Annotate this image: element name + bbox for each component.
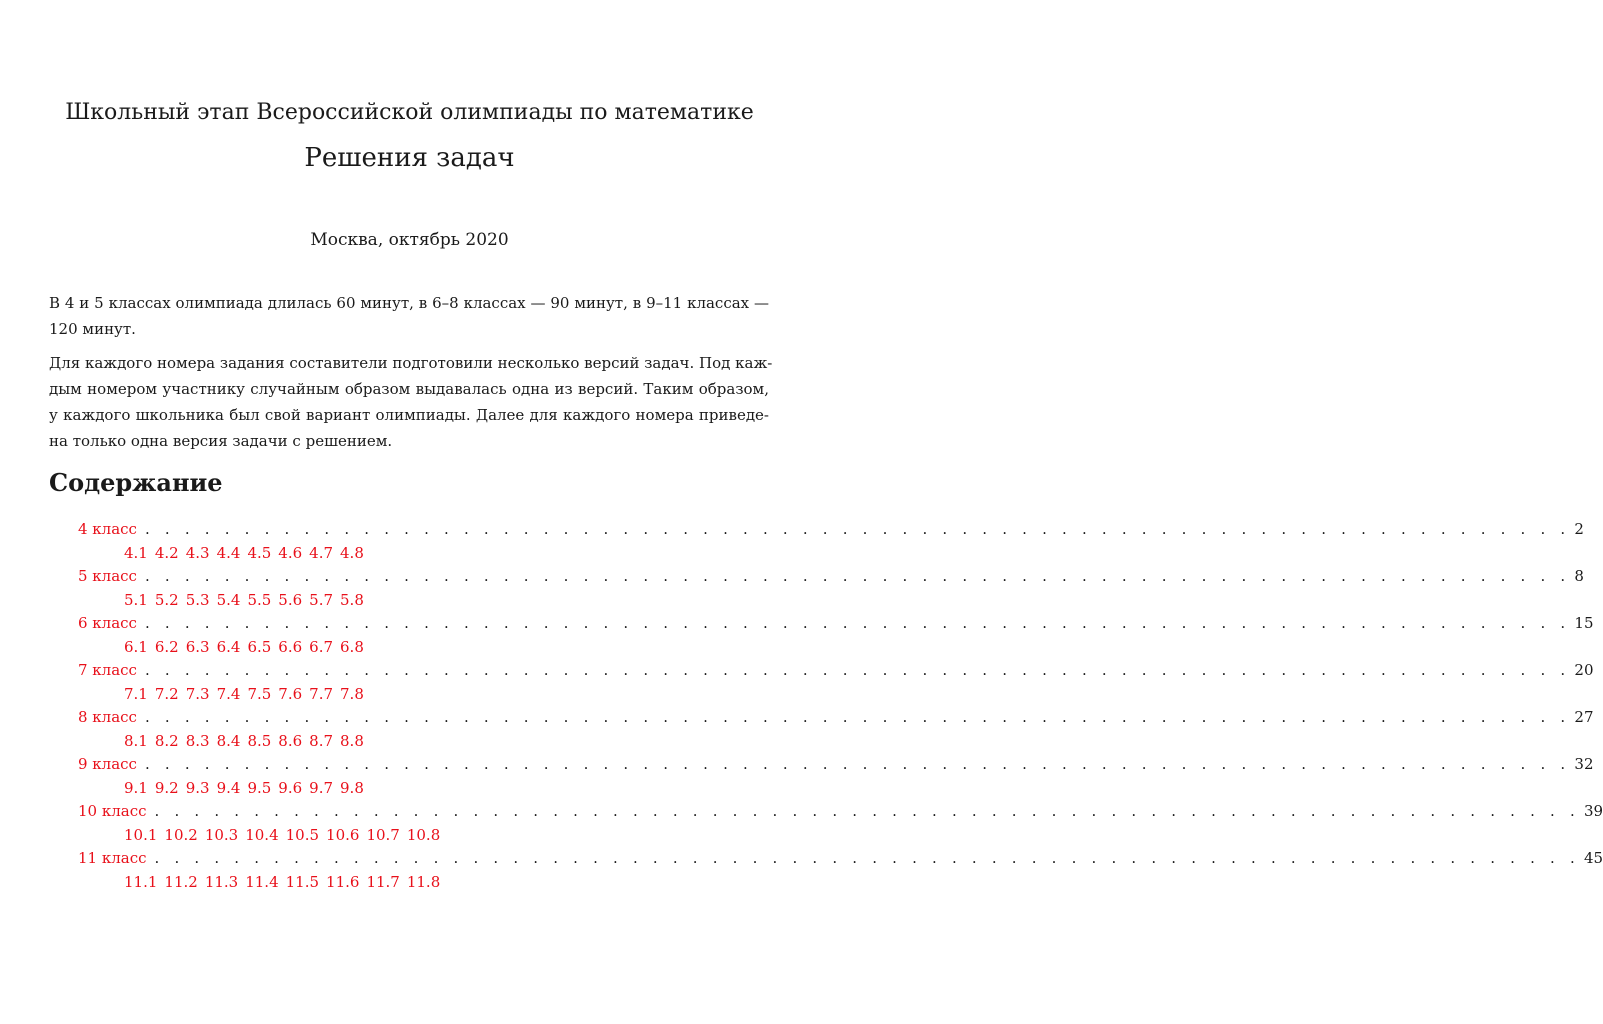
toc-problem-link[interactable]: 5.1 [124,590,148,609]
toc-problem-link[interactable]: 7.1 [124,684,148,703]
toc-class-link[interactable]: 7 класс [78,661,137,679]
toc-problem-link[interactable]: 7.4 [216,684,241,703]
toc-problem-links-row [78,730,766,754]
toc-problem-link[interactable]: 5.8 [340,590,364,609]
toc-problem-link[interactable]: 5.7 [309,590,334,609]
toc-problem-link[interactable]: 11.3 [204,872,239,891]
document-subtitle: Решения задач [304,143,515,173]
toc-problem-link[interactable]: 6.2 [154,637,179,656]
toc-problem-links-row [78,777,766,801]
toc-problem-link[interactable]: 11.4 [245,872,279,891]
toc-page-number: 32 [1574,755,1594,773]
document-title: Школьный этап Всероссийской олимпиады по математике [65,100,754,125]
toc-problem-links-row [78,824,766,848]
document-date-line: Москва, октябрь 2020 [310,230,509,250]
toc-problem-link[interactable]: 8.7 [309,731,334,750]
toc-heading: Содержание [49,468,223,497]
toc-dot-leader: . . . . . . . . . . . . . . . . . . . . . . . . . . . . . . . . . . . . . . . . . . . . . . . . . . . . . . . . . . . . . . . . . . . . . . . . [144,708,1571,726]
toc-class-row [78,518,1584,542]
toc-problem-link[interactable]: 10.5 [285,825,320,844]
toc-problem-link[interactable]: 11.1 [124,872,158,891]
toc-class-row [78,565,1584,589]
toc-problem-link[interactable]: 10.8 [406,825,441,844]
toc-class-row [78,612,1594,636]
toc-page-number: 27 [1574,708,1594,726]
toc-problem-link[interactable]: 4.3 [185,543,210,562]
intro-line: В 4 и 5 классах олимпиада длилась 60 минут, в 6–8 классах — 90 минут, в 9–11 классах — [49,294,769,312]
toc-class-link[interactable]: 6 класс [78,614,137,632]
toc-problem-link[interactable]: 9.5 [247,778,272,797]
toc-problem-link[interactable]: 11.8 [406,872,441,891]
toc-problem-link[interactable]: 11.6 [326,872,360,891]
toc-class-link[interactable]: 8 класс [78,708,137,726]
toc-problem-link[interactable]: 4.6 [278,543,303,562]
toc-page-number: 8 [1574,567,1584,585]
toc-problem-link[interactable]: 10.3 [204,825,239,844]
intro-line: Для каждого номера задания составители подготовили несколько версий задач. Под каж- [49,354,773,372]
intro-line: на только одна версия задачи с решением. [49,432,393,450]
toc-problem-links-row [78,683,766,707]
intro-paragraph-2 [49,350,773,454]
toc-problem-links-row [78,636,766,660]
toc-problem-link[interactable]: 7.5 [247,684,272,703]
toc-problem-link[interactable]: 9.7 [309,778,334,797]
toc-problem-link[interactable]: 8.5 [247,731,272,750]
intro-line: дым номером участнику случайным образом выдавалась одна из версий. Таким образом, [49,380,769,398]
intro-line: у каждого школьника был свой вариант олимпиады. Далее для каждого номера приведе- [49,406,769,424]
toc-problem-link[interactable]: 8.2 [154,731,179,750]
toc-class-row [78,659,1594,683]
toc-problem-link[interactable]: 4.5 [247,543,272,562]
toc-problem-link[interactable]: 4.1 [124,543,148,562]
toc-problem-link[interactable]: 8.6 [278,731,303,750]
intro-line: 120 минут. [49,320,136,338]
toc-problem-link[interactable]: 11.2 [164,872,198,891]
toc-problem-link[interactable]: 6.5 [247,637,272,656]
toc-page-number: 39 [1583,802,1603,820]
toc-problem-link[interactable]: 4.4 [216,543,241,562]
toc-problem-link[interactable]: 5.6 [278,590,303,609]
toc-problem-link[interactable]: 7.8 [340,684,364,703]
toc-problem-link[interactable]: 6.7 [309,637,334,656]
toc-problem-link[interactable]: 7.3 [185,684,210,703]
toc-problem-links-row [78,542,766,566]
toc-page-number: 20 [1574,661,1594,679]
toc-problem-link[interactable]: 8.1 [124,731,148,750]
toc-dot-leader: . . . . . . . . . . . . . . . . . . . . . . . . . . . . . . . . . . . . . . . . . . . . . . . . . . . . . . . . . . . . . . . . . . . . . . . . [144,567,1571,585]
toc-problem-link[interactable]: 10.2 [164,825,198,844]
toc-problem-link[interactable]: 11.7 [366,872,400,891]
toc-problem-link[interactable]: 8.8 [340,731,364,750]
toc-problem-link[interactable]: 10.1 [124,825,158,844]
toc-page-number: 45 [1583,849,1603,867]
toc-problem-link[interactable]: 9.2 [154,778,179,797]
toc-class-row [78,847,1603,871]
toc-class-row [78,800,1603,824]
toc-page-number: 2 [1574,520,1584,538]
toc-problem-link[interactable]: 5.5 [247,590,272,609]
toc-dot-leader: . . . . . . . . . . . . . . . . . . . . . . . . . . . . . . . . . . . . . . . . . . . . . . . . . . . . . . . . . . . . . . . . . . . . . . . . [144,614,1571,632]
toc-class-row [78,753,1594,777]
toc-problem-link[interactable]: 7.7 [309,684,334,703]
toc-class-link[interactable]: 5 класс [78,567,137,585]
toc-problem-link[interactable]: 7.6 [278,684,303,703]
toc-class-link[interactable]: 4 класс [78,520,137,538]
toc-class-link[interactable]: 9 класс [78,755,137,773]
toc-problem-link[interactable]: 5.2 [154,590,179,609]
toc-dot-leader: . . . . . . . . . . . . . . . . . . . . . . . . . . . . . . . . . . . . . . . . . . . . . . . . . . . . . . . . . . . . . . . . . . . . . . . . [154,849,1580,867]
toc-problem-link[interactable]: 5.3 [185,590,210,609]
toc-problem-link[interactable]: 9.6 [278,778,303,797]
toc-class-link[interactable]: 11 класс [78,849,147,867]
table-of-contents [78,518,1603,894]
toc-problem-link[interactable]: 9.4 [216,778,241,797]
toc-problem-link[interactable]: 8.3 [185,731,210,750]
toc-problem-link[interactable]: 7.2 [154,684,179,703]
toc-problem-link[interactable]: 10.6 [326,825,360,844]
toc-dot-leader: . . . . . . . . . . . . . . . . . . . . . . . . . . . . . . . . . . . . . . . . . . . . . . . . . . . . . . . . . . . . . . . . . . . . . . . . [144,661,1571,679]
toc-class-link[interactable]: 10 класс [78,802,147,820]
toc-class-row [78,706,1594,730]
toc-dot-leader: . . . . . . . . . . . . . . . . . . . . . . . . . . . . . . . . . . . . . . . . . . . . . . . . . . . . . . . . . . . . . . . . . . . . . . . . [144,755,1571,773]
toc-problem-link[interactable]: 9.1 [124,778,148,797]
toc-problem-link[interactable]: 8.4 [216,731,241,750]
intro-paragraph-1 [49,290,769,342]
toc-problem-link[interactable]: 4.7 [309,543,334,562]
toc-problem-link[interactable]: 6.1 [124,637,148,656]
toc-problem-link[interactable]: 9.8 [340,778,364,797]
toc-problem-link[interactable]: 6.8 [340,637,364,656]
toc-problem-link[interactable]: 11.5 [285,872,320,891]
toc-dot-leader: . . . . . . . . . . . . . . . . . . . . . . . . . . . . . . . . . . . . . . . . . . . . . . . . . . . . . . . . . . . . . . . . . . . . . . . . [144,520,1571,538]
toc-page-number: 15 [1574,614,1594,632]
toc-problem-links-row [78,589,766,613]
toc-problem-links-row [78,871,766,895]
toc-problem-link[interactable]: 4.2 [154,543,179,562]
toc-problem-link[interactable]: 9.3 [185,778,210,797]
toc-problem-link[interactable]: 10.4 [245,825,279,844]
toc-problem-link[interactable]: 6.4 [216,637,241,656]
toc-problem-link[interactable]: 10.7 [366,825,400,844]
toc-dot-leader: . . . . . . . . . . . . . . . . . . . . . . . . . . . . . . . . . . . . . . . . . . . . . . . . . . . . . . . . . . . . . . . . . . . . . . . . [154,802,1580,820]
toc-problem-link[interactable]: 5.4 [216,590,241,609]
toc-problem-link[interactable]: 6.6 [278,637,303,656]
toc-problem-link[interactable]: 4.8 [340,543,364,562]
toc-problem-link[interactable]: 6.3 [185,637,210,656]
